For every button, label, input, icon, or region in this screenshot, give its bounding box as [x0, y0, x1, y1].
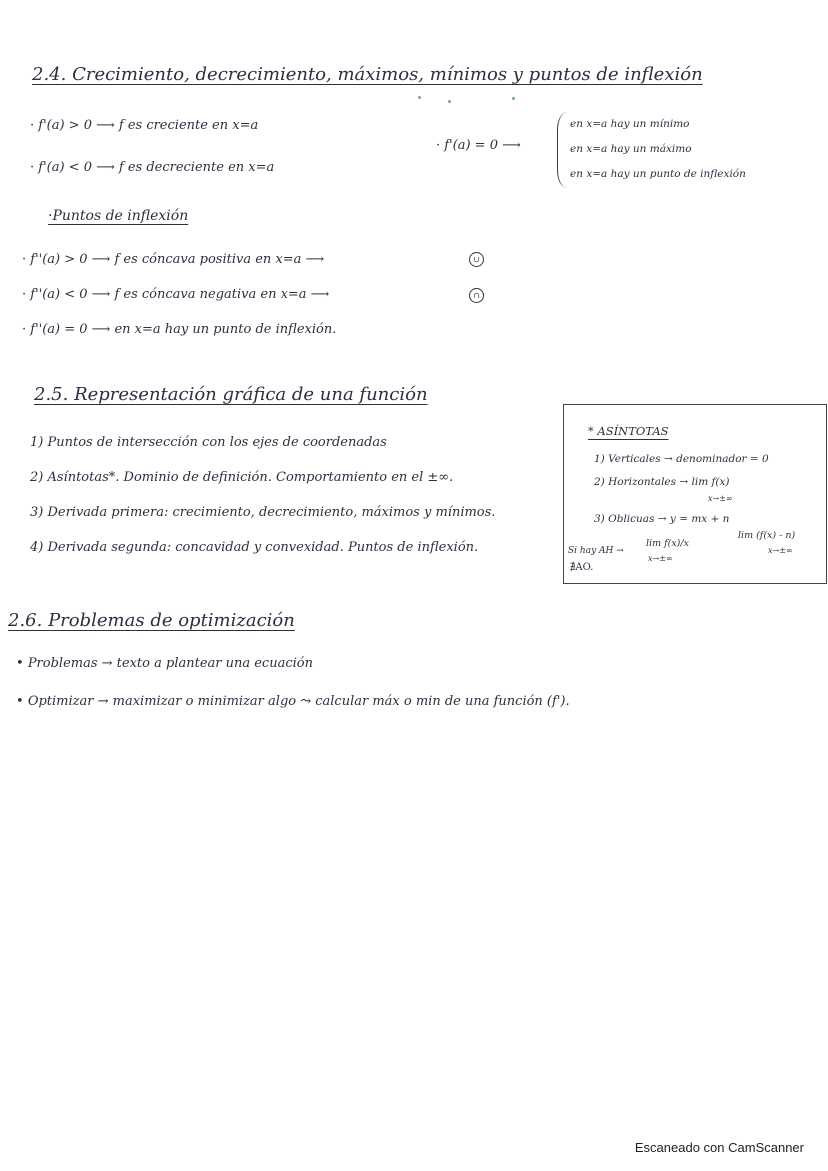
- step-3: 3) Derivada primera: crecimiento, decrecimiento, máximos y mínimos.: [30, 505, 496, 520]
- step-4: 4) Derivada segunda: concavidad y convexidad. Puntos de inflexión.: [30, 540, 479, 555]
- case-maximum: en x=a hay un máximo: [570, 143, 692, 155]
- decreasing-rule: · f'(a) < 0 ⟶ f es decreciente en x=a: [30, 160, 275, 175]
- critical-point-rule: · f'(a) = 0 ⟶: [436, 138, 521, 153]
- decorative-dot: [418, 96, 421, 99]
- inflection-rule: · f''(a) = 0 ⟶ en x=a hay un punto de inflexión.: [22, 322, 337, 337]
- horizontal-asymptotes: 2) Horizontales → lim f(x): [594, 476, 730, 488]
- step-1: 1) Puntos de intersección con los ejes de coordenadas: [30, 435, 387, 450]
- increasing-rule: · f'(a) > 0 ⟶ f es creciente en x=a: [30, 118, 259, 133]
- optimize-line: • Optimizar → maximizar o minimizar algo ⤳ calcular máx o min de una función (f').: [16, 694, 570, 709]
- concave-positive-rule: · f''(a) > 0 ⟶ f es cóncava positiva en x=a ⟶: [22, 252, 325, 267]
- horizontal-limit-subscript: x→±∞: [708, 494, 733, 503]
- decorative-dot: [448, 100, 451, 103]
- concave-up-icon: ∪: [469, 252, 484, 267]
- decorative-dot: [512, 97, 515, 100]
- intercept-limit-subscript: x→±∞: [768, 546, 793, 555]
- inflection-subtitle: ·Puntos de inflexión: [48, 208, 189, 224]
- slope-limit: lim f(x)/x: [646, 538, 689, 549]
- cases-bracket: [557, 112, 568, 188]
- intercept-limit: lim (f(x) - n): [738, 530, 796, 541]
- asymptotes-title: * ASÍNTOTAS: [588, 424, 669, 438]
- section-2-6-title: 2.6. Problemas de optimización: [8, 610, 295, 631]
- slope-limit-subscript: x→±∞: [648, 554, 673, 563]
- section-2-4-title: 2.4. Crecimiento, decrecimiento, máximos, mínimos y puntos de inflexión: [32, 64, 703, 85]
- no-oblique-note: ∄AO.: [570, 562, 594, 573]
- concave-negative-rule: · f''(a) < 0 ⟶ f es cóncava negativa en x=a ⟶: [22, 287, 330, 302]
- concave-down-icon: ∩: [469, 288, 484, 303]
- case-inflection: en x=a hay un punto de inflexión: [570, 168, 746, 180]
- case-minimum: en x=a hay un mínimo: [570, 118, 690, 130]
- vertical-asymptotes: 1) Verticales → denominador = 0: [594, 453, 769, 465]
- problems-line: • Problemas → texto a plantear una ecuación: [16, 656, 313, 671]
- scanner-watermark: Escaneado con CamScanner: [634, 1140, 804, 1155]
- oblique-asymptotes: 3) Oblicuas → y = mx + n: [594, 513, 730, 525]
- step-2: 2) Asíntotas*. Dominio de definición. Comportamiento en el ±∞.: [30, 470, 454, 485]
- section-2-5-title: 2.5. Representación gráfica de una función: [34, 384, 428, 405]
- ah-note: Si hay AH →: [568, 546, 624, 556]
